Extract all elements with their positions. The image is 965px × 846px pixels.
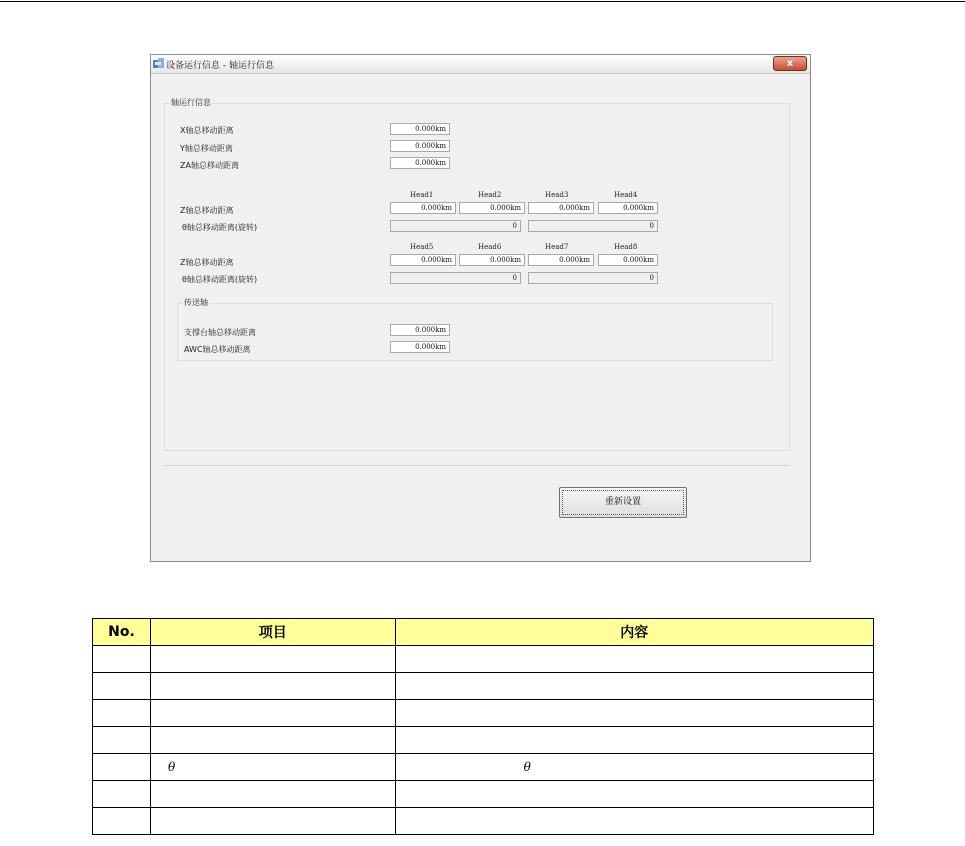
table-row bbox=[93, 754, 874, 781]
cell-item bbox=[150, 781, 395, 808]
description-table bbox=[92, 618, 874, 835]
table-row bbox=[93, 646, 874, 673]
page-top-rule bbox=[0, 1, 965, 2]
cell-item bbox=[150, 727, 395, 754]
cell-no bbox=[93, 700, 151, 727]
cell-no bbox=[93, 808, 151, 835]
z-head4-value: 0.000km bbox=[598, 202, 658, 214]
cell-content bbox=[395, 808, 873, 835]
axis-info-dialog bbox=[150, 54, 811, 562]
head2-header: Head2 bbox=[478, 191, 502, 199]
reset-button-label: 重新设置 bbox=[604, 497, 641, 507]
table-row bbox=[93, 808, 874, 835]
za-axis-value: 0.000km bbox=[390, 157, 450, 169]
cell-content bbox=[395, 781, 873, 808]
cell-no bbox=[93, 727, 151, 754]
z-head1-value: 0.000km bbox=[390, 202, 456, 214]
cell-item bbox=[150, 754, 395, 781]
close-button[interactable]: x bbox=[773, 56, 807, 71]
conveyor-group-title: 传送轴 bbox=[184, 298, 208, 307]
cell-no bbox=[93, 781, 151, 808]
theta-head34-value: 0 bbox=[528, 220, 658, 232]
cell-content bbox=[395, 727, 873, 754]
cell-content bbox=[395, 646, 873, 673]
head3-header: Head3 bbox=[545, 191, 569, 199]
z-head8-value: 0.000km bbox=[598, 254, 658, 266]
head7-header: Head7 bbox=[545, 243, 569, 251]
awc-axis-label: AWC轴总移动距离 bbox=[184, 345, 251, 354]
cell-no bbox=[93, 646, 151, 673]
z-axis-label-a: Z轴总移动距离 bbox=[180, 206, 234, 215]
z-head6-value: 0.000km bbox=[459, 254, 525, 266]
support-axis-label: 支撑台轴总移动距离 bbox=[184, 328, 256, 337]
za-axis-label: ZA轴总移动距离 bbox=[180, 161, 239, 170]
theta-symbol: θ bbox=[523, 760, 531, 774]
z-head2-value: 0.000km bbox=[459, 202, 525, 214]
dialog-separator bbox=[164, 465, 790, 466]
theta-axis-label-b: θ轴总移动距离(旋转) bbox=[182, 275, 258, 284]
head1-header: Head1 bbox=[410, 191, 434, 199]
cell-content bbox=[395, 754, 873, 781]
axis-info-group-title: 轴运行信息 bbox=[171, 98, 211, 107]
z-head7-value: 0.000km bbox=[528, 254, 594, 266]
z-head5-value: 0.000km bbox=[390, 254, 456, 266]
header-content: 内容 bbox=[395, 619, 873, 646]
support-axis-value: 0.000km bbox=[390, 324, 450, 336]
cell-content bbox=[395, 673, 873, 700]
window-title: 设备运行信息 - 轴运行信息 bbox=[166, 61, 274, 71]
conveyor-group bbox=[177, 303, 773, 361]
cell-item bbox=[150, 673, 395, 700]
table-header-row bbox=[93, 619, 874, 646]
theta-symbol: θ bbox=[167, 760, 176, 774]
header-item: 项目 bbox=[150, 619, 395, 646]
cell-content bbox=[395, 700, 873, 727]
table-row bbox=[93, 781, 874, 808]
head4-header: Head4 bbox=[614, 191, 638, 199]
x-axis-label: X轴总移动距离 bbox=[180, 126, 234, 135]
app-icon bbox=[153, 58, 164, 69]
header-no: No. bbox=[93, 619, 151, 646]
theta-head78-value: 0 bbox=[528, 272, 658, 284]
theta-axis-label-a: θ轴总移动距离(旋转) bbox=[182, 223, 258, 232]
theta-head12-value: 0 bbox=[390, 220, 521, 232]
theta-head56-value: 0 bbox=[390, 272, 521, 284]
reset-button[interactable] bbox=[559, 487, 687, 518]
head8-header: Head8 bbox=[614, 243, 638, 251]
title-bar[interactable] bbox=[151, 55, 810, 74]
y-axis-label: Y轴总移动距离 bbox=[180, 144, 233, 153]
cell-no bbox=[93, 754, 151, 781]
z-axis-label-b: Z轴总移动距离 bbox=[180, 258, 234, 267]
cell-item bbox=[150, 808, 395, 835]
table-row bbox=[93, 727, 874, 754]
awc-axis-value: 0.000km bbox=[390, 341, 450, 353]
head5-header: Head5 bbox=[410, 243, 434, 251]
z-head3-value: 0.000km bbox=[528, 202, 594, 214]
table-row bbox=[93, 700, 874, 727]
cell-no bbox=[93, 673, 151, 700]
cell-item bbox=[150, 646, 395, 673]
head6-header: Head6 bbox=[478, 243, 502, 251]
y-axis-value: 0.000km bbox=[390, 140, 450, 152]
table-row bbox=[93, 673, 874, 700]
cell-item bbox=[150, 700, 395, 727]
x-axis-value: 0.000km bbox=[390, 123, 450, 135]
